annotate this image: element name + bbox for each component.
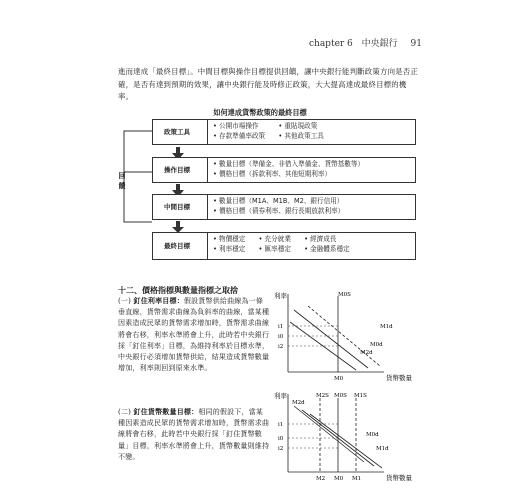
item-text: 相同的假設下，當某種因素造成民眾的貨幣需求增加時，貨幣需求曲線將會右移，此時若中央銀行採「釘住貨幣數量」目標，利率水準將會上升，貨幣數量則維持不變。 <box>118 408 270 461</box>
m2-label: M2 <box>316 476 326 482</box>
item-heading: 釘住貨幣數量目標： <box>133 408 199 416</box>
ms0-label: M0S <box>334 393 347 399</box>
demand-curve-0 <box>294 310 368 368</box>
md0-label: M0d <box>370 342 383 348</box>
m0-label: M0 <box>334 376 344 382</box>
m0-label: M0 <box>334 476 344 482</box>
item-marker: (一) <box>118 297 132 305</box>
tier-ultimate-goals: 最終目標 • 物價穩定 • 充分就業 • 經濟成長 • 利率穩定 • 匯率穩定 • 金融體系穩定 <box>152 232 416 260</box>
item-heading: 釘住利率目標： <box>133 297 184 305</box>
page-number: 91 <box>410 39 422 49</box>
x-axis-label: 貨幣數量 <box>386 374 412 382</box>
tier-content: • 數量目標（準備金、非借入準備金、貨幣基數等） • 價格目標（拆款利率、其他短期利率） <box>207 158 369 182</box>
tier-intermediate-targets: 中間目標 • 數量目標（M1A、M1B、M2、銀行信用） • 價格目標（債券利率、銀行長期放款利率） <box>152 194 416 220</box>
ms2-label: M2S <box>316 393 329 399</box>
demand-curve-2 <box>294 406 364 462</box>
md2-label: M2d <box>292 400 305 406</box>
i2-label: i2 <box>278 344 284 350</box>
md0-label: M0d <box>366 432 379 438</box>
item-marker: (二) <box>118 408 132 416</box>
tier-content: • 物價穩定 • 充分就業 • 經濟成長 • 利率穩定 • 匯率穩定 • 金融體系穩定 <box>207 233 355 259</box>
chapter-label: chapter 6 <box>308 39 353 49</box>
item-money-quantity-target <box>118 407 270 463</box>
demand-curve-1 <box>308 306 380 366</box>
md1-label: M1d <box>380 324 393 330</box>
demand-curve-1 <box>310 414 382 468</box>
figure-title: 如何達成貨幣政策的最終目標 <box>213 108 307 117</box>
md1-label: M1d <box>376 446 389 452</box>
ms1-label: M1S <box>354 393 367 399</box>
intro-paragraph: 進而達成「最終目標」。中間目標與操作目標提供回饋，讓中央銀行能判斷政策方向是否正確，是否有達到預期的效果，讓中央銀行能及時修正政策，大大提高達成最終目標的機率。 <box>118 67 418 101</box>
y-axis-label: 利率 <box>274 392 287 400</box>
graph-interest-rate-target <box>272 288 420 386</box>
y-axis-label: 利率 <box>274 292 287 300</box>
i1-label: i1 <box>278 422 284 428</box>
graph-money-quantity-target <box>272 388 420 486</box>
section-title: 十二、價格指標與數量指標之取捨 <box>118 286 238 295</box>
demand-curve-2 <box>290 322 356 370</box>
page-header <box>303 36 422 49</box>
ms-label: M0S <box>338 292 351 298</box>
item-text: 假設貨幣供給曲線為一條垂直線，貨幣需求曲線為負斜率的曲線，當某種因素造成民眾的貨幣需求增加時，貨幣需求曲線將會右移，利率水準將會上升，此時若中央銀行採「釘住利率」目標，為維持利率於目標水準，中央銀行必須增加貨幣供給，結果造成貨幣數量增加，利率則回到原來水準。 <box>118 297 270 373</box>
feedback-loop <box>124 131 152 222</box>
chapter-title: 中央銀行 <box>361 39 398 49</box>
item-interest-rate-target <box>118 296 270 374</box>
tier-content: • 公開市場操作 • 重貼現政策 • 存款準備率政策 • 其他政策工具 <box>207 120 329 144</box>
feedback-label: 回饋 <box>118 172 126 190</box>
x-axis-label: 貨幣數量 <box>386 474 412 482</box>
tier-content: • 數量目標（M1A、M1B、M2、銀行信用） • 價格目標（債券利率、銀行長期放款利率） <box>207 195 349 219</box>
i1-label: i1 <box>278 324 284 330</box>
tier-operating-targets: 操作目標 • 數量目標（準備金、非借入準備金、貨幣基數等） • 價格目標（拆款利率、其他短期利率） <box>152 157 416 183</box>
md2-label: M2d <box>360 350 373 356</box>
i0-label: i0 <box>278 334 284 340</box>
i2-label: i2 <box>278 446 284 452</box>
tier-policy-tools: 政策工具 • 公開市場操作 • 重貼現政策 • 存款準備率政策 • 其他政策工具 <box>152 119 416 145</box>
m1-label: M1 <box>352 476 362 482</box>
i0-label: i0 <box>278 436 284 442</box>
